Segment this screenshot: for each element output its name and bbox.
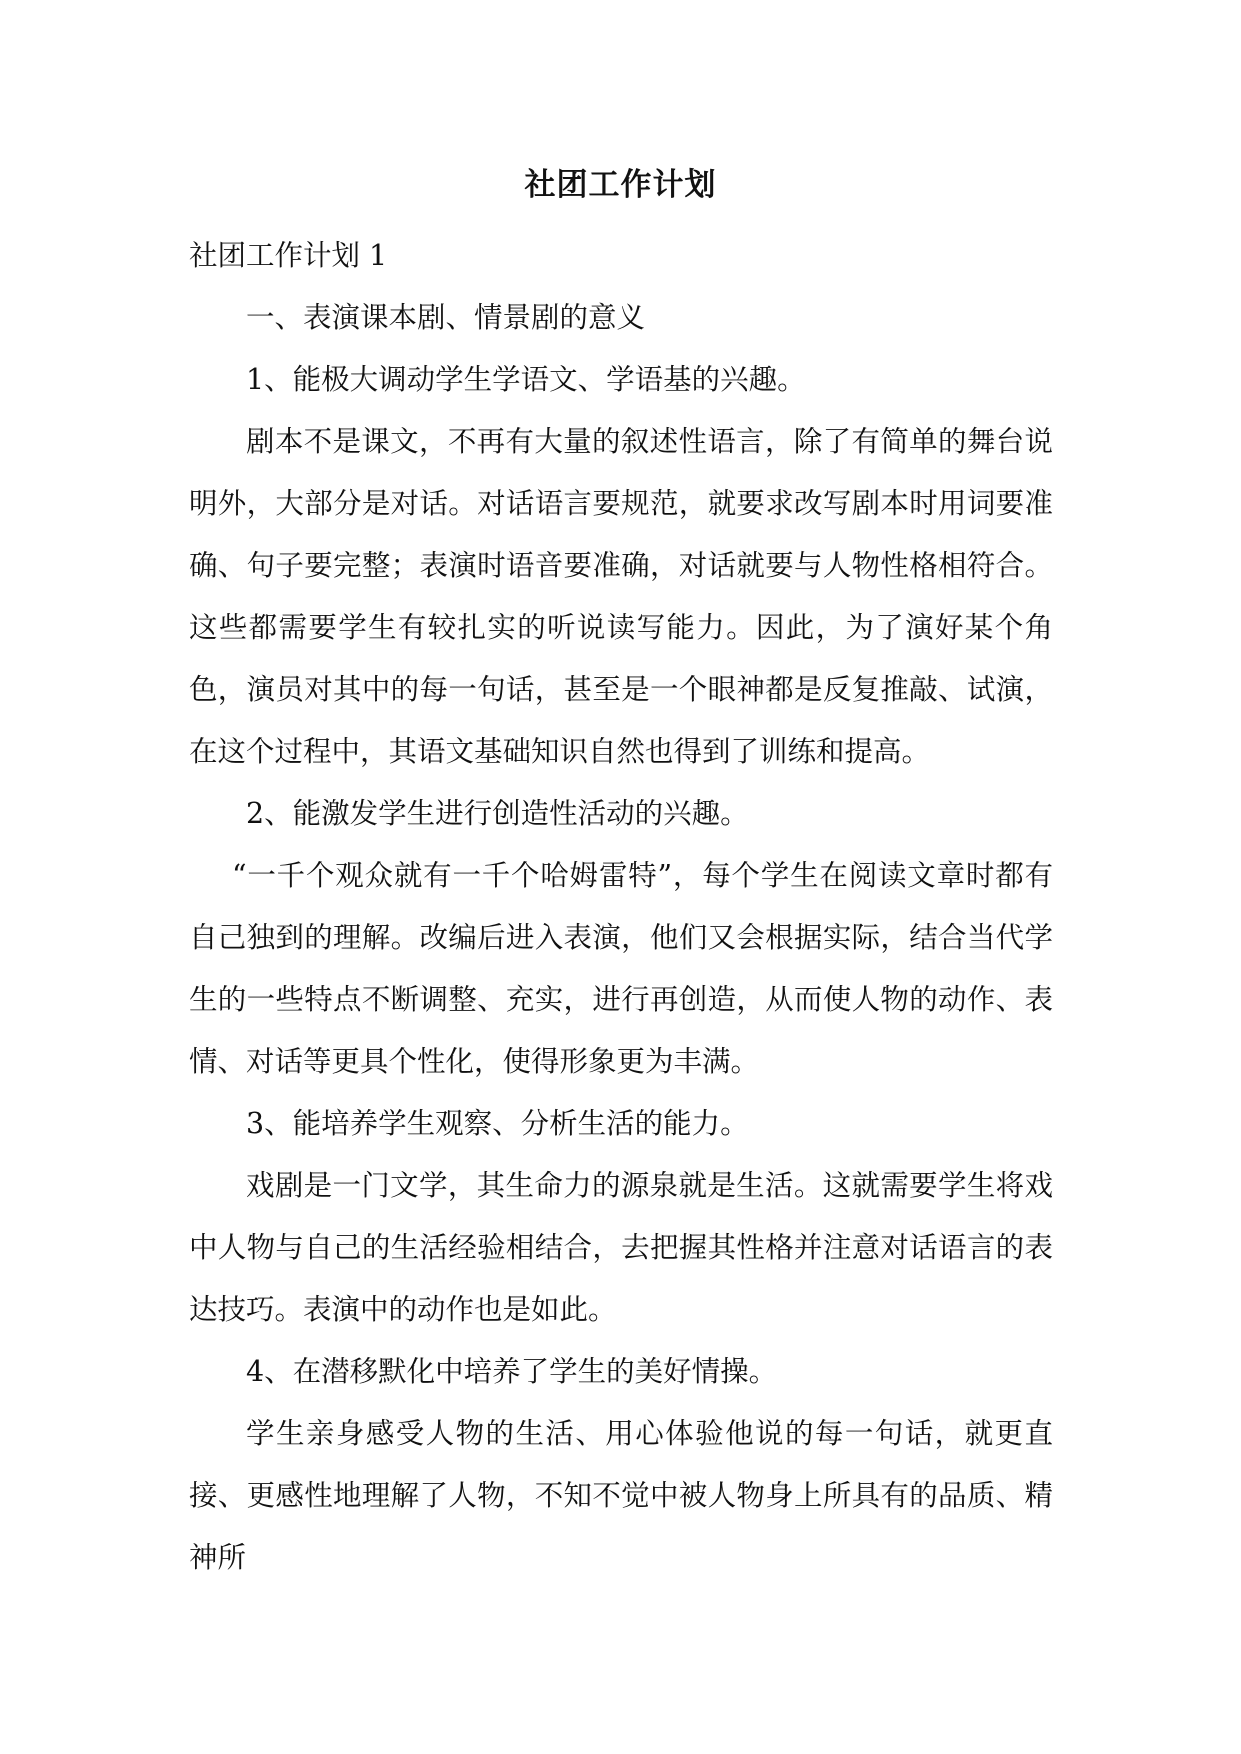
body-paragraph: 剧本不是课文，不再有大量的叙述性语言，除了有简单的舞台说明外，大部分是对话。对话语言要规范，就要求改写剧本时用词要准确、句子要完整；表演时语音要准确，对话就要与人物性格相符合。这些都需要学生有较扎实的听说读写能力。因此，为了演好某个角色，演员对其中的每一句话，甚至是一个眼神都是反复推敲、试演，在这个过程中，其语文基础知识自然也得到了训练和提高。 (189, 425, 1053, 768)
body-paragraph: “一千个观众就有一千个哈姆雷特”，每个学生在阅读文章时都有自己独到的理解。改编后进入表演，他们又会根据实际，结合当代学生的一些特点不断调整、充实，进行再创造，从而使人物的动作、表情、对话等更具个性化，使得形象更为丰满。 (189, 859, 1053, 1078)
document-title: 社团工作计划 (524, 167, 717, 203)
subsection-heading: 一、表演课本剧、情景剧的意义 (246, 301, 646, 334)
point-heading: 1、能极大调动学生学语文、学语基的兴趣。 (246, 363, 806, 396)
body-paragraph: 学生亲身感受人物的生活、用心体验他说的每一句话，就更直接、更感性地理解了人物，不知不觉中被人物身上所具有的品质、精神所 (189, 1417, 1053, 1574)
body-paragraph: 戏剧是一门文学，其生命力的源泉就是生活。这就需要学生将戏中人物与自己的生活经验相结合，去把握其性格并注意对话语言的表达技巧。表演中的动作也是如此。 (189, 1169, 1053, 1326)
document-body (189, 225, 1053, 1589)
point-heading: 3、能培养学生观察、分析生活的能力。 (246, 1107, 749, 1140)
section-heading: 社团工作计划 1 (189, 239, 388, 272)
point-heading: 4、在潜移默化中培养了学生的美好情操。 (246, 1355, 778, 1388)
point-heading: 2、能激发学生进行创造性活动的兴趣。 (246, 797, 749, 830)
